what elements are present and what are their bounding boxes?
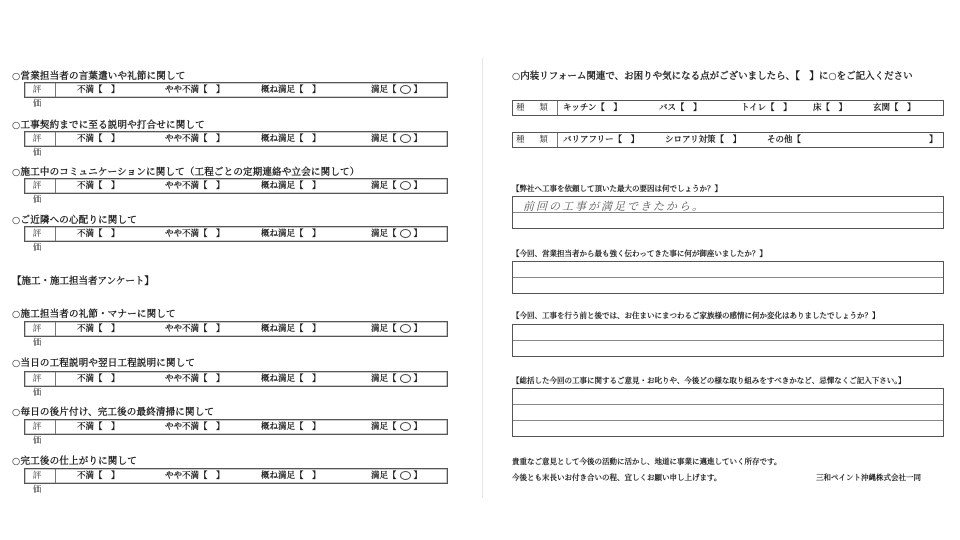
reform-type-row-2: [512, 132, 944, 148]
closing-line-1: 貴重なご意見として今後の活動に活かし、地道に事業に邁進していく所存です。: [512, 457, 782, 466]
column-divider: [482, 58, 483, 498]
handwritten-answer: 前回の工事が満足できたから。: [523, 200, 705, 213]
option-dissatisfied[interactable]: 不満【 】: [77, 85, 120, 95]
type-label: 種 類: [513, 133, 558, 147]
option-other-close: 】: [929, 135, 938, 145]
answer-box[interactable]: [512, 324, 944, 357]
option-somewhat-dissatisfied[interactable]: やや不満【 】: [165, 134, 225, 144]
question-title: ○完工後の仕上がりに関して: [12, 456, 137, 467]
question-title: ○毎日の後片付け、完工後の最終清掃に関して: [12, 407, 215, 418]
option-satisfied[interactable]: 満足【 】: [371, 374, 423, 384]
free-question-title: 【弊社へ工事を依頼して頂いた最大の要因は何でしょうか？】: [512, 184, 722, 193]
question-title: ○営業担当者の言葉遣いや礼節に関して: [12, 71, 186, 82]
option-dissatisfied[interactable]: 不満【 】: [77, 181, 120, 191]
question-title: ○当日の工程説明や翌日工程説明に関して: [12, 358, 196, 369]
option-dissatisfied[interactable]: 不満【 】: [77, 324, 120, 334]
circle-mark-icon: [400, 229, 411, 238]
circle-mark-icon: [400, 471, 411, 480]
rating-row: [24, 419, 448, 446]
rating-row: [24, 131, 448, 158]
answer-box[interactable]: [512, 388, 944, 437]
rating-label: 評 価: [25, 132, 56, 146]
rating-label: 評 価: [25, 322, 56, 336]
option-somewhat-dissatisfied[interactable]: やや不満【 】: [165, 374, 225, 384]
rating-row: [24, 178, 448, 205]
free-question-title: 【総括した今回の工事に関するご意見・お叱りや、今後どの様な取り組みをすべきかなど、忌憚なくご記入下さい。】: [512, 376, 906, 385]
circle-mark-icon: [400, 374, 411, 383]
option-mostly-satisfied[interactable]: 概ね満足【 】: [261, 324, 321, 334]
question-title: ○工事契約までに至る説明や打合せに関して: [12, 120, 205, 131]
option-mostly-satisfied[interactable]: 概ね満足【 】: [261, 134, 321, 144]
rating-row: [24, 82, 448, 109]
section-title: 【施工・施工担当者アンケート】: [12, 276, 154, 287]
option-somewhat-dissatisfied[interactable]: やや不満【 】: [165, 229, 225, 239]
rating-label: 評 価: [25, 179, 56, 193]
option-satisfied[interactable]: 満足【 】: [371, 229, 423, 239]
circle-mark-icon: [400, 134, 411, 143]
option-mostly-satisfied[interactable]: 概ね満足【 】: [261, 374, 321, 384]
option-dissatisfied[interactable]: 不満【 】: [77, 134, 120, 144]
question-title: ○施工中のコミュニケーションに関して（工程ごとの定期連絡や立会に関して）: [12, 167, 360, 178]
option-satisfied[interactable]: 満足【 】: [371, 134, 423, 144]
answer-box[interactable]: [512, 261, 944, 294]
option-somewhat-dissatisfied[interactable]: やや不満【 】: [165, 181, 225, 191]
option-termite[interactable]: シロアリ対策【 】: [665, 135, 742, 145]
option-bath[interactable]: バス【 】: [659, 103, 702, 113]
answer-box[interactable]: [512, 196, 944, 229]
option-satisfied[interactable]: 満足【 】: [371, 181, 423, 191]
rating-label: 評 価: [25, 227, 56, 241]
company-signature: 三和ペイント沖縄株式会社一同: [816, 473, 921, 482]
option-mostly-satisfied[interactable]: 概ね満足【 】: [261, 181, 321, 191]
option-satisfied[interactable]: 満足【 】: [371, 85, 423, 95]
type-label: 種 類: [513, 101, 558, 115]
option-somewhat-dissatisfied[interactable]: やや不満【 】: [165, 324, 225, 334]
free-question-title: 【今回、工事を行う前と後では、お住まいにまつわるご家族様の感情に何か変化はありましたでしょうか？】: [512, 311, 880, 320]
rating-row: [24, 226, 448, 253]
option-dissatisfied[interactable]: 不満【 】: [77, 374, 120, 384]
reform-type-row-1: [512, 100, 944, 116]
option-mostly-satisfied[interactable]: 概ね満足【 】: [261, 471, 321, 481]
free-question-title: 【今回、営業担当者から最も強く伝わってきた事に何が御座いましたか？】: [512, 249, 767, 258]
option-barrier-free[interactable]: バリアフリー【 】: [563, 135, 640, 145]
rating-label: 評 価: [25, 372, 56, 386]
option-toilet[interactable]: トイレ【 】: [741, 103, 792, 113]
option-satisfied[interactable]: 満足【 】: [371, 422, 423, 432]
rating-row: [24, 371, 448, 398]
option-mostly-satisfied[interactable]: 概ね満足【 】: [261, 229, 321, 239]
question-title: ○施工担当者の礼節・マナーに関して: [12, 309, 176, 320]
circle-mark-icon: [400, 85, 411, 94]
option-somewhat-dissatisfied[interactable]: やや不満【 】: [165, 471, 225, 481]
option-other[interactable]: その他【: [767, 135, 802, 145]
option-floor[interactable]: 床【 】: [813, 103, 848, 113]
option-satisfied[interactable]: 満足【 】: [371, 324, 423, 334]
rating-label: 評 価: [25, 469, 56, 483]
option-satisfied[interactable]: 満足【 】: [371, 471, 423, 481]
question-title: ○ご近隣への心配りに関して: [12, 215, 137, 226]
rating-row: [24, 321, 448, 348]
rating-row: [24, 468, 448, 495]
option-mostly-satisfied[interactable]: 概ね満足【 】: [261, 85, 321, 95]
option-somewhat-dissatisfied[interactable]: やや不満【 】: [165, 422, 225, 432]
circle-mark-icon: [400, 181, 411, 190]
rating-label: 評 価: [25, 83, 56, 97]
option-mostly-satisfied[interactable]: 概ね満足【 】: [261, 422, 321, 432]
circle-mark-icon: [400, 422, 411, 431]
option-kitchen[interactable]: キッチン【 】: [563, 103, 622, 113]
option-entrance[interactable]: 玄関【 】: [873, 103, 916, 113]
option-dissatisfied[interactable]: 不満【 】: [77, 422, 120, 432]
rating-label: 評 価: [25, 420, 56, 434]
closing-line-2: 今後とも末長いお付き合いの程、宜しくお願い申し上げます。: [512, 473, 722, 482]
reform-question-title: ○内装リフォーム関連で、お困りや気になる点がございましたら、【 】に○をご記入ください: [512, 71, 913, 82]
option-somewhat-dissatisfied[interactable]: やや不満【 】: [165, 85, 225, 95]
option-dissatisfied[interactable]: 不満【 】: [77, 471, 120, 481]
option-dissatisfied[interactable]: 不満【 】: [77, 229, 120, 239]
circle-mark-icon: [400, 324, 411, 333]
